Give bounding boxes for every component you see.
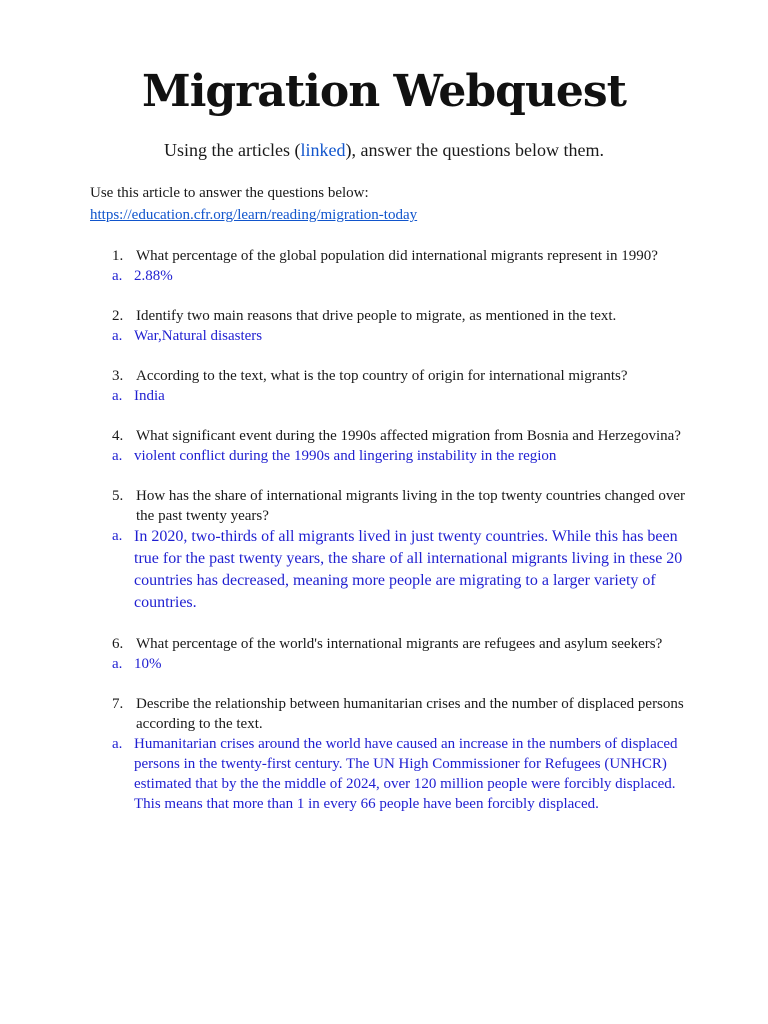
question-number: 4.	[112, 428, 124, 444]
answer	[90, 266, 690, 286]
question	[90, 634, 690, 654]
subtitle-after: ), answer the questions below them.	[345, 140, 604, 160]
article-link[interactable]: https://education.cfr.org/learn/reading/migration-today	[90, 207, 418, 223]
question-list	[90, 246, 690, 814]
intro	[90, 182, 417, 226]
question-text: How has the share of international migrants living in the top twenty countries changed over the past twenty years?	[136, 488, 686, 524]
page-title: Migration Webquest	[141, 66, 626, 117]
question-number: 3.	[112, 368, 124, 384]
question-item	[90, 426, 690, 466]
answer-text: India	[134, 388, 165, 404]
answer-text: 2.88%	[134, 268, 173, 284]
question-text: Identify two main reasons that drive people to migrate, as mentioned in the text.	[136, 308, 617, 324]
answer-text: 10%	[134, 656, 162, 672]
question-text: According to the text, what is the top country of origin for international migrants?	[136, 368, 628, 384]
answer	[90, 734, 690, 814]
question-item	[90, 306, 690, 346]
question	[90, 694, 690, 734]
intro-text: Use this article to answer the questions below:	[90, 185, 369, 201]
question-text: What significant event during the 1990s affected migration from Bosnia and Herzegovina?	[136, 428, 681, 444]
subtitle	[0, 140, 768, 161]
answer-letter: a.	[112, 528, 123, 544]
answer	[90, 386, 690, 406]
question-item	[90, 366, 690, 406]
question	[90, 306, 690, 326]
question-number: 6.	[112, 636, 124, 652]
answer	[90, 526, 690, 614]
question-item	[90, 694, 690, 814]
answer	[90, 326, 690, 346]
question	[90, 426, 690, 446]
answer-letter: a.	[112, 328, 123, 344]
question-item	[90, 246, 690, 286]
answer-letter: a.	[112, 268, 123, 284]
subtitle-before: Using the articles (	[164, 140, 301, 160]
question	[90, 246, 690, 266]
question-number: 5.	[112, 488, 124, 504]
answer-text: In 2020, two-thirds of all migrants lived in just twenty countries. While this has been true for the past twenty years, the share of all international migrants living in these 20 countries has decreased, meaning more people are migrating to a larger variety of countries.	[134, 528, 683, 611]
answer-letter: a.	[112, 656, 123, 672]
question-number: 2.	[112, 308, 124, 324]
question	[90, 486, 690, 526]
question	[90, 366, 690, 386]
answer-text: violent conflict during the 1990s and lingering instability in the region	[134, 448, 557, 464]
question-text: What percentage of the world's international migrants are refugees and asylum seekers?	[136, 636, 663, 652]
question-text: What percentage of the global population did international migrants represent in 1990?	[136, 248, 658, 264]
answer	[90, 446, 690, 466]
answer-letter: a.	[112, 388, 123, 404]
answer-letter: a.	[112, 448, 123, 464]
linked-link[interactable]: linked	[300, 140, 346, 160]
answer-text: Humanitarian crises around the world have caused an increase in the numbers of displaced persons in the twenty-first century. The UN High Commissioner for Refugees (UNHCR) estimated that by the the middle of 2024, over 120 million people were forcibly displaced. This means that more than 1 in every 66 people have been forcibly displaced.	[134, 736, 678, 812]
question-number: 1.	[112, 248, 124, 264]
question-item	[90, 486, 690, 614]
answer-text: War,Natural disasters	[134, 328, 263, 344]
question-item	[90, 634, 690, 674]
question-number: 7.	[112, 696, 124, 712]
question-text: Describe the relationship between humanitarian crises and the number of displaced persons according to the text.	[136, 696, 684, 732]
answer	[90, 654, 690, 674]
answer-letter: a.	[112, 736, 123, 752]
